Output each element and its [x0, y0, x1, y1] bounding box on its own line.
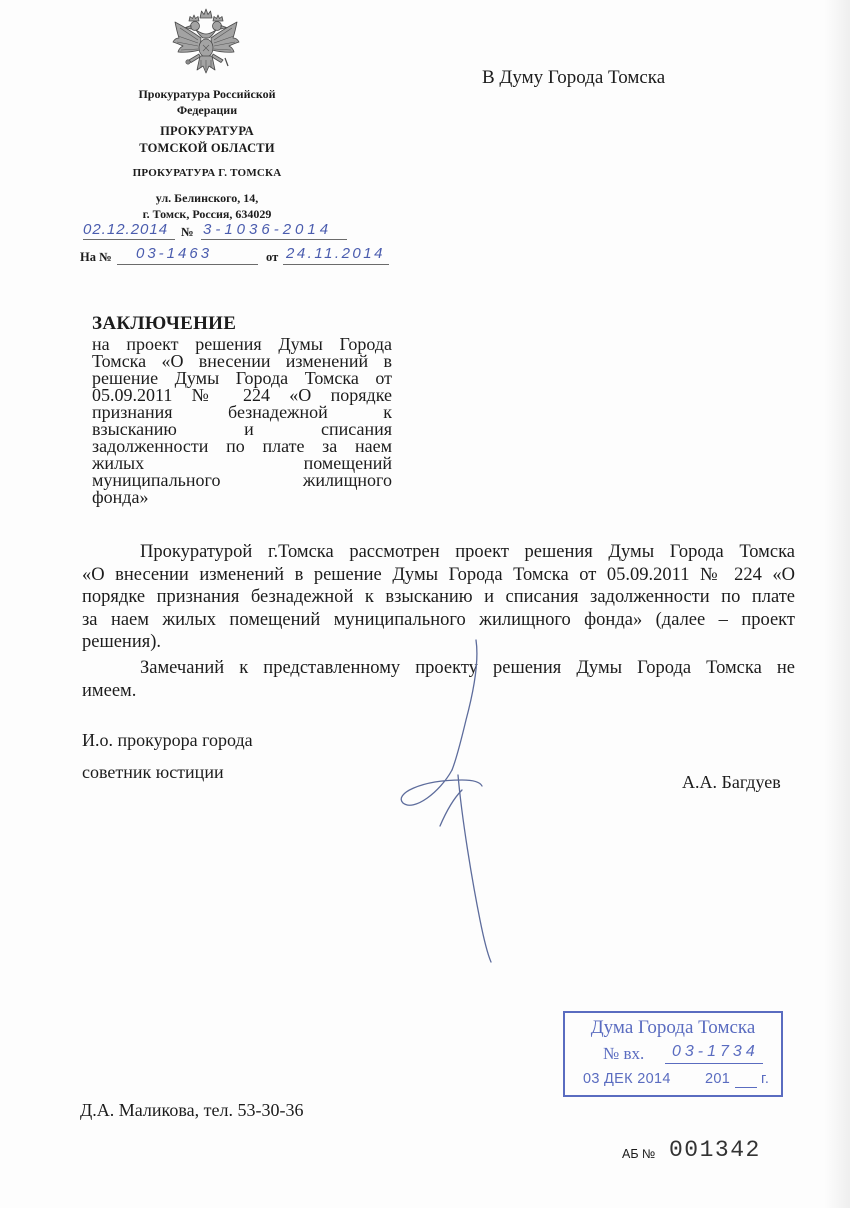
stamp-incoming-underline	[665, 1063, 763, 1064]
body-line: решения).	[82, 632, 162, 652]
conclusion-title: ЗАКЛЮЧЕНИЕ	[92, 313, 237, 334]
signatory-position-line2: советник юстиции	[82, 762, 224, 782]
reference-date: 24.11.2014	[286, 245, 385, 262]
stamp-organization: Дума Города Томска	[590, 1017, 756, 1038]
body-line: Замечаний к представленному проекту решения Думы Города Томска не	[140, 658, 795, 678]
coat-of-arms-emblem	[170, 8, 242, 78]
stamp-incoming-number: 03-1734	[672, 1043, 759, 1060]
serial-number: 001342	[669, 1137, 761, 1163]
stamp-year-suffix: г.	[761, 1071, 770, 1087]
body-line: за наем жилых помещений муниципального жилищного фонда» (далее – проект	[82, 609, 795, 630]
outgoing-row	[83, 221, 347, 243]
conclusion-line: 05.09.2011 № 224 «О порядке	[92, 385, 392, 405]
letterhead-city: ПРОКУРАТУРА Г. ТОМСКА	[132, 167, 282, 179]
reference-number: 03-1463	[136, 245, 213, 262]
reference-date-underline	[283, 264, 389, 265]
outgoing-date: 02.12.2014	[83, 221, 169, 238]
letterhead-address-line2: г. Томск, Россия, 634029	[142, 207, 272, 221]
body-paragraph-1	[82, 541, 795, 654]
conclusion-subject	[92, 336, 392, 506]
conclusion-line: муниципального жилищного	[92, 470, 392, 490]
serial-prefix: АБ №	[622, 1147, 656, 1161]
outgoing-number: 3-1036-2014	[203, 221, 333, 238]
letterhead-regional-line2: ТОМСКОЙ ОБЛАСТИ	[139, 141, 275, 155]
body-line: имеем.	[82, 680, 137, 701]
reference-number-underline	[117, 264, 258, 265]
outgoing-number-label: №	[181, 225, 194, 239]
signatory-position-line1: И.о. прокурора города	[82, 730, 253, 750]
stamp-year-prefix: 201	[705, 1071, 731, 1087]
incoming-stamp	[563, 1011, 783, 1097]
conclusion-line: решение Думы Города Томска от	[92, 368, 392, 388]
reference-row	[80, 245, 392, 267]
reference-date-label: от	[266, 250, 279, 264]
body-line: «О внесении изменений в решение Думы Города Томска от 05.09.2011 № 224 «О	[82, 564, 795, 585]
outgoing-date-underline	[83, 239, 175, 240]
body-line: Прокуратурой г.Томска рассмотрен проект решения Думы Города Томска	[140, 542, 795, 562]
conclusion-line: на проект решения Думы Города	[92, 334, 392, 354]
conclusion-line: взысканию и списания	[92, 419, 392, 439]
conclusion-line: задолженности по плате за наем	[92, 436, 392, 456]
letterhead-regional-line1: ПРОКУРАТУРА	[160, 124, 254, 138]
body-line: порядке признания безнадежной к взысканию и списания задолженности по плате	[82, 587, 795, 607]
conclusion-line: фонда»	[92, 487, 149, 507]
reference-label: На №	[80, 250, 112, 264]
scan-edge-shadow	[824, 0, 850, 1208]
executor-contact: Д.А. Маликова, тел. 53-30-36	[80, 1100, 304, 1120]
letterhead-org-line2: Федерации	[176, 103, 238, 117]
body-paragraph-2	[82, 657, 795, 702]
outgoing-number-underline	[201, 239, 347, 240]
stamp-date: 03 ДЕК 2014	[583, 1071, 671, 1087]
stamp-year-underline	[735, 1087, 757, 1088]
conclusion-line: жилых помещений	[92, 453, 392, 473]
stamp-incoming-label: № вх.	[603, 1044, 645, 1063]
recipient: В Думу Города Томска	[482, 67, 666, 88]
signatory-name: А.А. Багдуев	[682, 772, 781, 792]
letterhead-org-line1: Прокуратура Российской	[138, 87, 276, 101]
letterhead-address-line1: ул. Белинского, 14,	[155, 191, 259, 205]
conclusion-line: Томска «О внесении изменений в	[92, 351, 392, 371]
conclusion-line: признания безнадежной к	[92, 402, 392, 422]
